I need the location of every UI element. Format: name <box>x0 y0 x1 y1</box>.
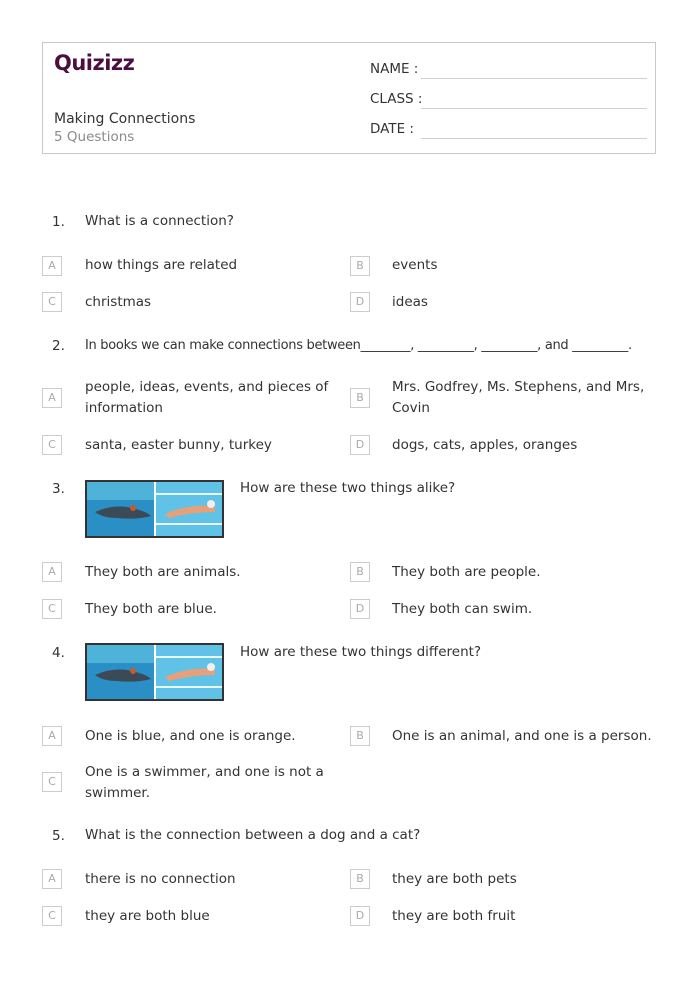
question-text: How are these two things alike? <box>240 480 456 496</box>
option-text[interactable]: One is a swimmer, and one is not a swimmer. <box>85 764 324 801</box>
option-letter[interactable]: B <box>350 256 370 276</box>
option-letter[interactable]: A <box>42 388 62 408</box>
option-letter[interactable]: C <box>42 906 62 926</box>
worksheet-title: Making Connections <box>54 111 196 127</box>
option-text[interactable]: One is an animal, and one is a person. <box>392 728 652 744</box>
question-number: 4. <box>52 645 65 661</box>
option-text[interactable]: christmas <box>85 294 152 310</box>
option-text[interactable]: there is no connection <box>85 871 236 887</box>
option-letter[interactable]: A <box>42 726 62 746</box>
option-text[interactable]: santa, easter bunny, turkey <box>85 437 272 453</box>
option-letter[interactable]: C <box>42 772 62 792</box>
class-field[interactable] <box>421 108 647 109</box>
option-text[interactable]: Mrs. Godfrey, Ms. Stephens, and Mrs, Covin <box>392 379 645 416</box>
option-letter[interactable]: D <box>350 906 370 926</box>
dolphin-swimmer-picture <box>87 645 222 699</box>
dolphin-swimmer-image <box>85 480 224 538</box>
option-letter[interactable]: D <box>350 292 370 312</box>
question-text: How are these two things different? <box>240 644 482 660</box>
worksheet-header <box>42 42 656 154</box>
question-number: 5. <box>52 828 65 844</box>
name-field[interactable] <box>421 78 647 79</box>
option-letter[interactable]: B <box>350 869 370 889</box>
worksheet-question-count: 5 Questions <box>54 129 135 145</box>
option-letter[interactable]: B <box>350 388 370 408</box>
option-letter[interactable]: C <box>42 599 62 619</box>
class-label: CLASS : <box>370 91 423 107</box>
question-text: What is a connection? <box>85 213 234 229</box>
option-letter[interactable]: C <box>42 292 62 312</box>
name-label: NAME : <box>370 61 419 77</box>
quizizz-logo: Quizizz <box>54 51 135 75</box>
dolphin-swimmer-image <box>85 643 224 701</box>
option-text[interactable]: They both are people. <box>392 564 541 580</box>
option-text[interactable]: They both can swim. <box>392 601 533 617</box>
dolphin-swimmer-picture <box>87 482 222 536</box>
question-number: 1. <box>52 214 65 230</box>
option-letter[interactable]: D <box>350 599 370 619</box>
option-text[interactable]: ideas <box>392 294 428 310</box>
option-text[interactable]: events <box>392 257 438 273</box>
question-text: What is the connection between a dog and a cat? <box>85 827 421 843</box>
option-text[interactable]: how things are related <box>85 257 238 273</box>
option-text[interactable]: people, ideas, events, and pieces of information <box>85 379 329 416</box>
option-text[interactable]: They both are blue. <box>85 601 217 617</box>
option-text[interactable]: they are both fruit <box>392 908 516 924</box>
question-text: In books we can make connections between________, _________, _________, and _________. <box>85 338 632 353</box>
option-letter[interactable]: C <box>42 435 62 455</box>
option-text[interactable]: they are both blue <box>85 908 210 924</box>
option-letter[interactable]: B <box>350 726 370 746</box>
option-text[interactable]: they are both pets <box>392 871 517 887</box>
date-label: DATE : <box>370 121 414 137</box>
date-field[interactable] <box>421 138 647 139</box>
option-letter[interactable]: A <box>42 256 62 276</box>
option-letter[interactable]: D <box>350 435 370 455</box>
option-text[interactable]: They both are animals. <box>85 564 241 580</box>
option-text[interactable]: One is blue, and one is orange. <box>85 728 296 744</box>
option-letter[interactable]: A <box>42 869 62 889</box>
question-number: 3. <box>52 481 65 497</box>
option-letter[interactable]: A <box>42 562 62 582</box>
question-number: 2. <box>52 338 65 354</box>
option-text[interactable]: dogs, cats, apples, oranges <box>392 437 578 453</box>
option-letter[interactable]: B <box>350 562 370 582</box>
